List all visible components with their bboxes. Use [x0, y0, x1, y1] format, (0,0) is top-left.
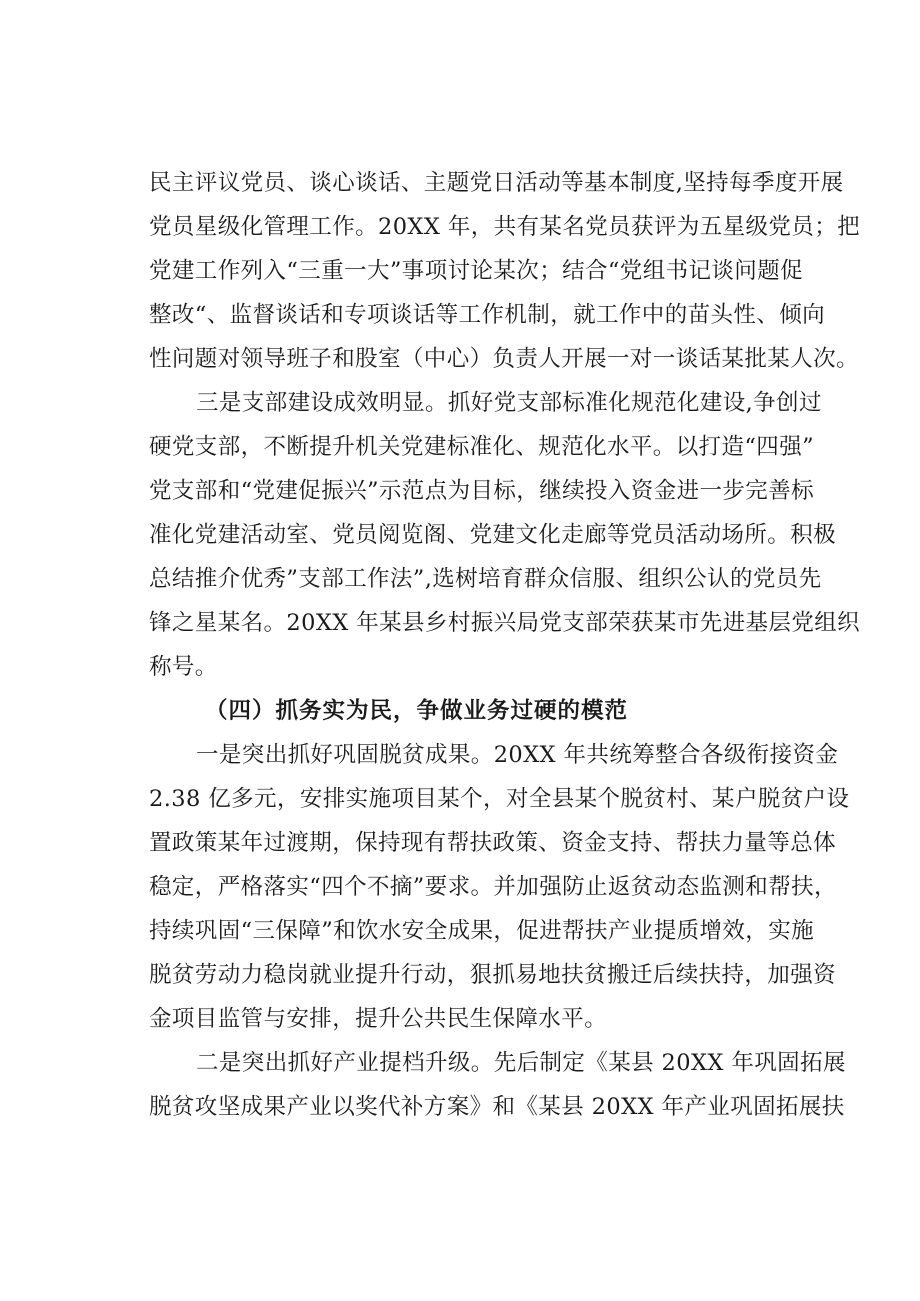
paragraph-line: 民主评议党员、谈心谈话、主题党日活动等基本制度,坚持每季度开展	[149, 170, 844, 196]
paragraph-line: 三是支部建设成效明显。抓好党支部标准化规范化建设,争创过	[196, 390, 822, 416]
paragraph-line: 锋之星某名。20XX 年某县乡村振兴局党支部荣获某市先进基层党组织	[149, 610, 861, 636]
paragraph-line: 脱贫劳动力稳岗就业提升行动，狠抓易地扶贫搬迁后续扶持，加强资	[149, 962, 837, 988]
paragraph-line: 称号。	[149, 654, 218, 680]
paragraph-line: 金项目监管与安排，提升公共民生保障水平。	[149, 1006, 608, 1032]
paragraph-line: 持续巩固“三保障”和饮水安全成果，促进帮扶产业提质增效，实施	[149, 918, 815, 944]
paragraph-line: 脱贫攻坚成果产业以奖代补方案》和《某县 20XX 年产业巩固拓展扶	[149, 1094, 845, 1120]
paragraph-line: 党员星级化管理工作。20XX 年，共有某名党员获评为五星级党员；把	[149, 214, 861, 240]
paragraph-line: 二是突出抓好产业提档升级。先后制定《某县 20XX 年巩固拓展	[196, 1050, 846, 1076]
section-heading: （四）抓务实为民，争做业务过硬的模范	[205, 698, 629, 724]
paragraph-line: 准化党建活动室、党员阅览阁、党建文化走廊等党员活动场所。积极	[149, 522, 837, 548]
paragraph-line: 硬党支部，不断提升机关党建标准化、规范化水平。以打造“四强”	[149, 434, 815, 460]
paragraph-line: 稳定，严格落实“四个不摘”要求。并加强防止返贫动态监测和帮扶，	[149, 874, 837, 900]
paragraph-line: 置政策某年过渡期，保持现有帮扶政策、资金支持、帮扶力量等总体	[149, 830, 837, 856]
paragraph-line: 性问题对领导班子和股室（中心）负责人开展一对一谈话某批某人次。	[149, 346, 859, 372]
paragraph-line: 党建工作列入“三重一大”事项讨论某次；结合“党组书记谈问题促	[149, 258, 804, 284]
paragraph-line: 总结推介优秀”支部工作法”,选树培育群众信服、组织公认的党员先	[149, 566, 822, 592]
paragraph-line: 党支部和“党建促振兴”示范点为目标，继续投入资金进一步完善标	[149, 478, 815, 504]
paragraph-line: 一是突出抓好巩固脱贫成果。20XX 年共统筹整合各级衔接资金	[196, 742, 839, 768]
paragraph-line: 整改“、监督谈话和专项谈话等工作机制，就工作中的苗头性、倾向	[149, 302, 826, 328]
paragraph-line: 2.38 亿多元，安排实施项目某个，对全县某个脱贫村、某户脱贫户设	[149, 786, 850, 812]
